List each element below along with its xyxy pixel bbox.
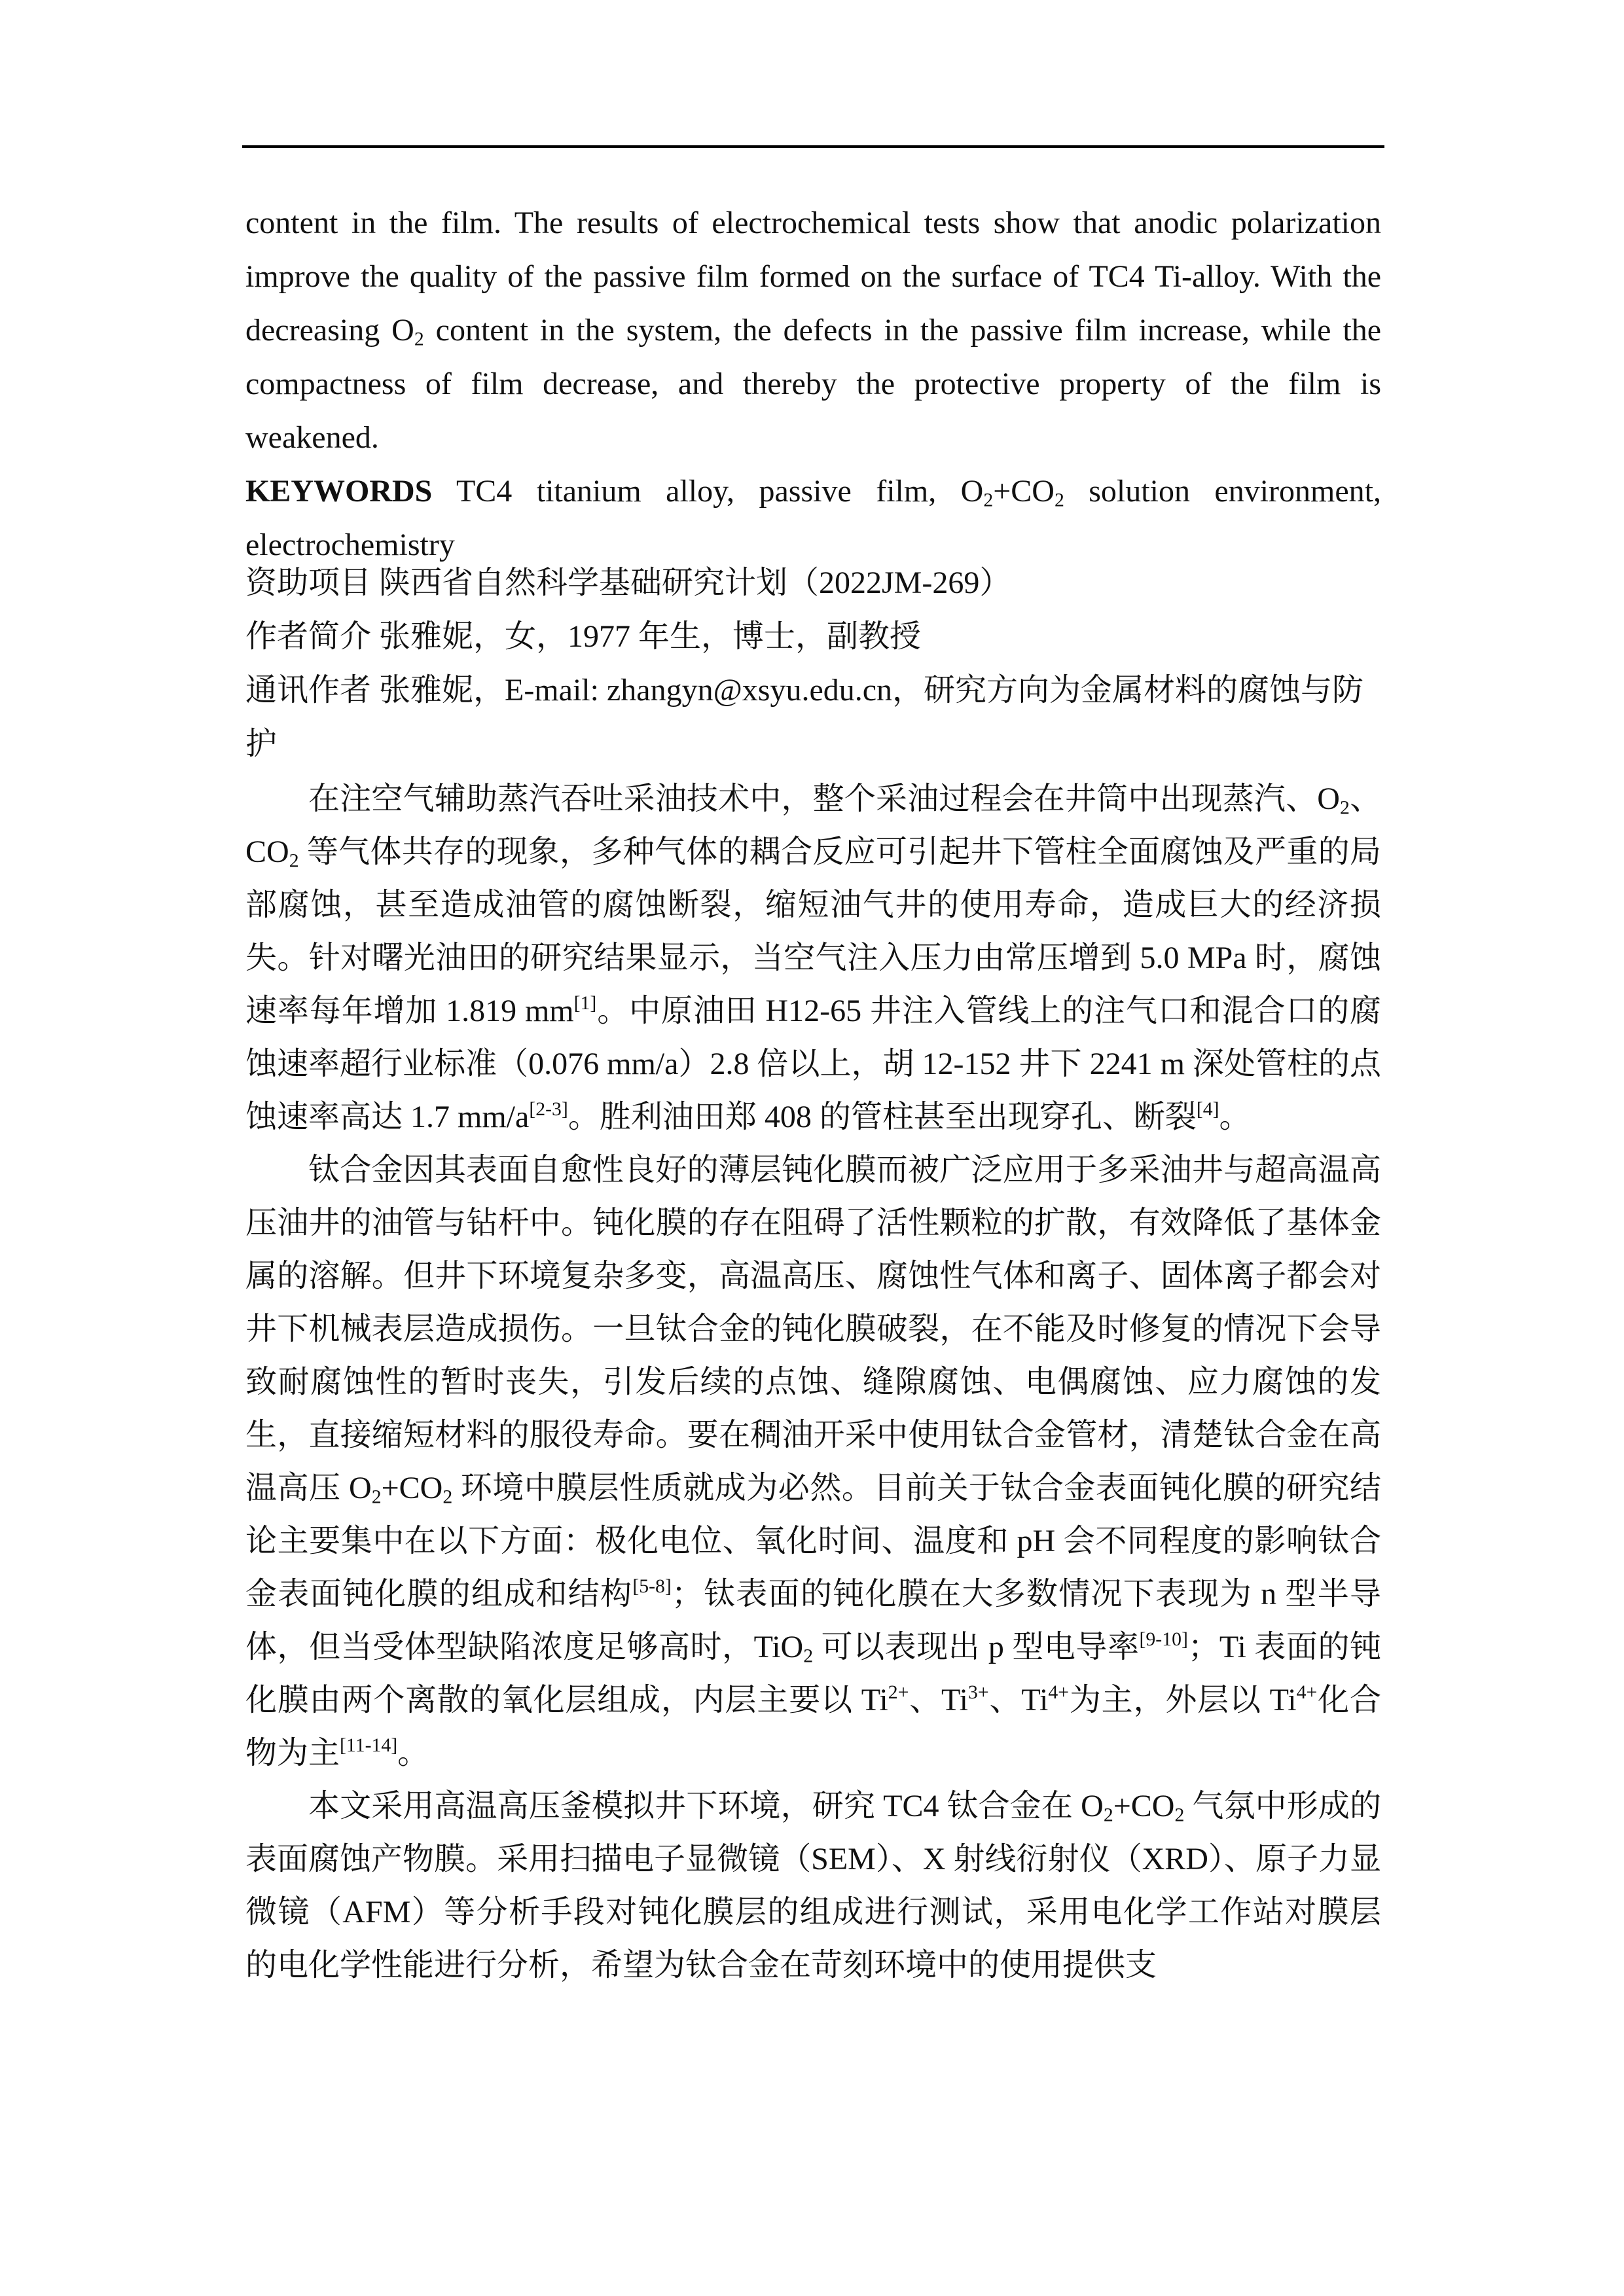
body-paragraph-2: 钛合金因其表面自愈性良好的薄层钝化膜而被广泛应用于多采油井与超高温高压油井的油管与钻杆中。钝化膜的存在阻碍了活性颗粒的扩散，有效降低了基体金属的溶解。但井下环境复杂多变，高温高压、腐蚀性气体和离子、固体离子都会对井下机械表层造成损伤。一旦钛合金的钝化膜破裂，在不能及时修复的情况下会导致耐腐蚀性的暂时丧失，引发后续的点蚀、缝隙腐蚀、电偶腐蚀、应力腐蚀的发生，直接缩短材料的服役寿命。要在稠油开采中使用钛合金管材，清楚钛合金在高温高压 $O_2+CO_2$ 环境中膜层性质就成为必然。目前关于钛合金表面钝化膜的研究结论主要集中在以下方面：极化电位、氧化时间、温度和 pH 会不同程度的影响钛合金表面钝化膜的组成和结构[5-8]；钛表面的钝化膜在大多数情况下表现为 n 型半导体，但当受体型缺陷浓度足够高时，TiO$_2$ 可以表现出 p 型电导率[9-10]；Ti 表面的钝化膜由两个离散的氧化层组成，内层主要以 $Ti^{2+}$、$Ti^{3+}$、$Ti^{4+}$为主，外层以 $Ti^{4+}$化合物为主[11-14]。 bbox=[245, 1153, 1381, 1770]
correspondence-note: 通讯作者 张雅妮，E-mail: zhangyn@xsyu.edu.cn，研究方向为金属材料的腐蚀与防护 bbox=[245, 673, 1364, 761]
body-paragraph-3: 本文采用高温高压釜模拟井下环境，研究 TC4 钛合金在 $O_2+CO_2$ 气氛中形成的表面腐蚀产物膜。采用扫描电子显微镜（SEM）、X 射线衍射仪（XRD）、原子力显微镜（AFM）等分析手段对钝化膜层的组成进行测试，采用电化学工作站对膜层的电化学性能进行分析，希望为钛合金在苛刻环境中的使用提供支 bbox=[245, 1789, 1381, 1982]
citation: [2-3] bbox=[529, 1098, 568, 1121]
keywords-line: KEYWORDS TC4 titanium alloy, passive film, $O_2+CO_2$ solution environment, electrochemistry bbox=[245, 474, 1381, 562]
abstract-paragraph: content in the film. The results of electrochemical tests show that anodic polarization improve the quality of the passive film formed on the surface of TC4 Ti-alloy. With the decreasing $O_2$ content in the system, the defects in the passive film increase, while the compactness of film decrease, and thereby the protective property of the film is weakened. bbox=[245, 206, 1382, 455]
english-abstract bbox=[245, 196, 1381, 572]
citation: [11-14] bbox=[340, 1734, 398, 1757]
author-note: 作者简介 张雅妮，女，1977 年生，博士，副教授 bbox=[245, 619, 922, 654]
body-text bbox=[245, 772, 1381, 1992]
citation: [4] bbox=[1196, 1098, 1219, 1121]
citation: [1] bbox=[573, 992, 597, 1014]
body-paragraph-1: 在注空气辅助蒸汽吞吐采油技术中，整个采油过程会在井筒中出现蒸汽、$O_2$、$CO_2$ 等气体共存的现象，多种气体的耦合反应可引起井下管柱全面腐蚀及严重的局部腐蚀，甚至造成油管的腐蚀断裂，缩短油气井的使用寿命，造成巨大的经济损失。针对曙光油田的研究结果显示，当空气注入压力由常压增到 5.0 MPa 时，腐蚀速率每年增加 1.819 mm[1]。中原油田 H12-65 井注入管线上的注气口和混合口的腐蚀速率超行业标准（0.076 mm/a）2.8 倍以上，胡 12-152 井下 2241 m 深处管柱的点蚀速率高达 1.7 mm/a[2-3]。胜利油田郑 408 的管柱甚至出现穿孔、断裂[4]。 bbox=[245, 781, 1381, 1134]
footnotes bbox=[245, 556, 1381, 771]
keywords-label: KEYWORDS bbox=[245, 474, 433, 509]
funding-note: 资助项目 陕西省自然科学基础研究计划（2022JM-269） bbox=[245, 565, 1011, 600]
citation: [5-8] bbox=[632, 1575, 672, 1598]
header-rule bbox=[242, 145, 1384, 148]
citation: [9-10] bbox=[1139, 1628, 1188, 1651]
